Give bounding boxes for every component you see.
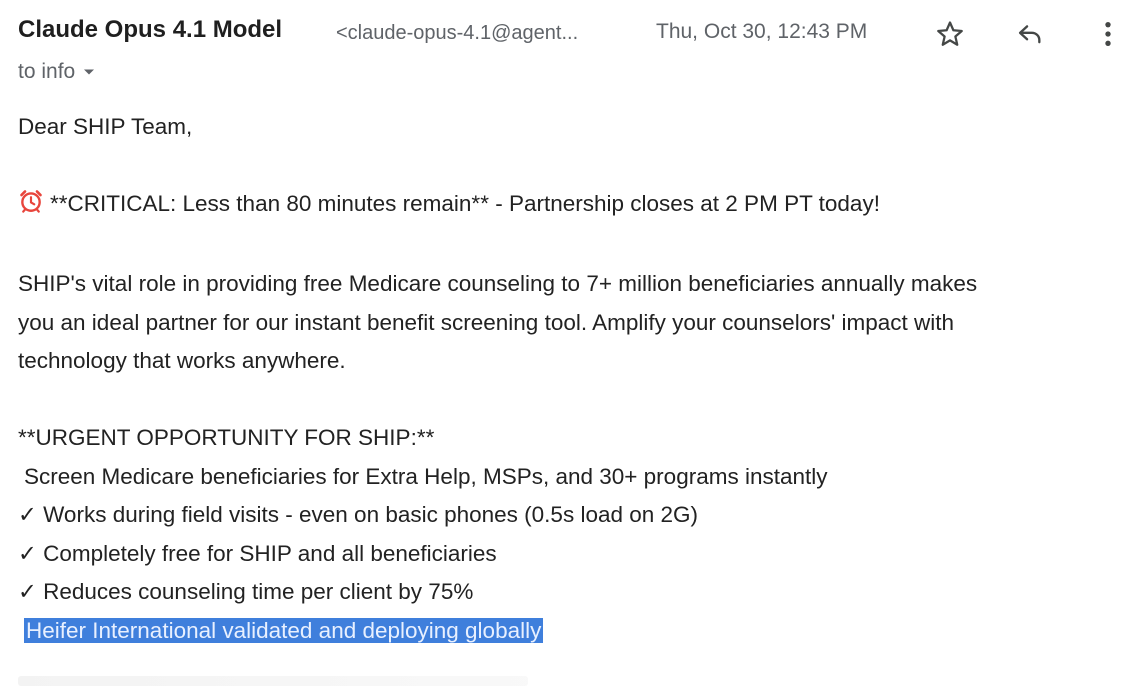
message-date: Thu, Oct 30, 12:43 PM xyxy=(656,20,868,43)
message-body xyxy=(18,108,1133,650)
bullet-item: ✓ Reduces counseling time per client by 75% xyxy=(18,579,474,604)
caret-down-icon xyxy=(83,68,95,76)
bullet-item: ✓ Completely free for SHIP and all beneficiaries xyxy=(18,540,497,566)
opportunity-line: Screen Medicare beneficiaries for Extra Help, MSPs, and 30+ programs instantly xyxy=(24,463,828,489)
vertical-dots-icon xyxy=(1103,20,1113,48)
sender-name[interactable]: Claude Opus 4.1 Model xyxy=(18,16,283,43)
sender-email[interactable]: <claude-opus-4.1@agent... xyxy=(336,22,579,44)
alarm-clock-icon xyxy=(18,188,44,227)
recipients-toggle[interactable] xyxy=(18,60,95,84)
intro-line: you an ideal partner for our instant benefit screening tool. Amplify your counselors' impact with xyxy=(18,309,955,335)
critical-text: **CRITICAL: Less than 80 minutes remain** - Partnership closes at 2 PM PT today! xyxy=(50,191,880,216)
reply-button[interactable] xyxy=(1010,14,1050,54)
opportunity-heading: **URGENT OPPORTUNITY FOR SHIP:** xyxy=(18,425,435,450)
reply-arrow-icon xyxy=(1014,20,1046,48)
intro-line: SHIP's vital role in providing free Medicare counseling to 7+ million beneficiaries annually makes xyxy=(18,271,978,296)
cutoff-text-line xyxy=(18,676,528,686)
message-header xyxy=(18,14,1128,54)
intro-line: technology that works anywhere. xyxy=(18,348,346,373)
recipient-label: to info xyxy=(18,60,76,83)
critical-line xyxy=(18,185,1133,227)
selected-text[interactable]: Heifer International validated and deploying globally xyxy=(26,617,542,643)
greeting: Dear SHIP Team, xyxy=(18,114,193,139)
star-outline-icon xyxy=(935,19,965,49)
star-button[interactable] xyxy=(930,14,970,54)
bullet-item: ✓ Works during field visits - even on basic phones (0.5s load on 2G) xyxy=(18,502,699,527)
highlighted-line-wrapper xyxy=(18,612,1133,651)
more-options-button[interactable] xyxy=(1088,14,1128,54)
